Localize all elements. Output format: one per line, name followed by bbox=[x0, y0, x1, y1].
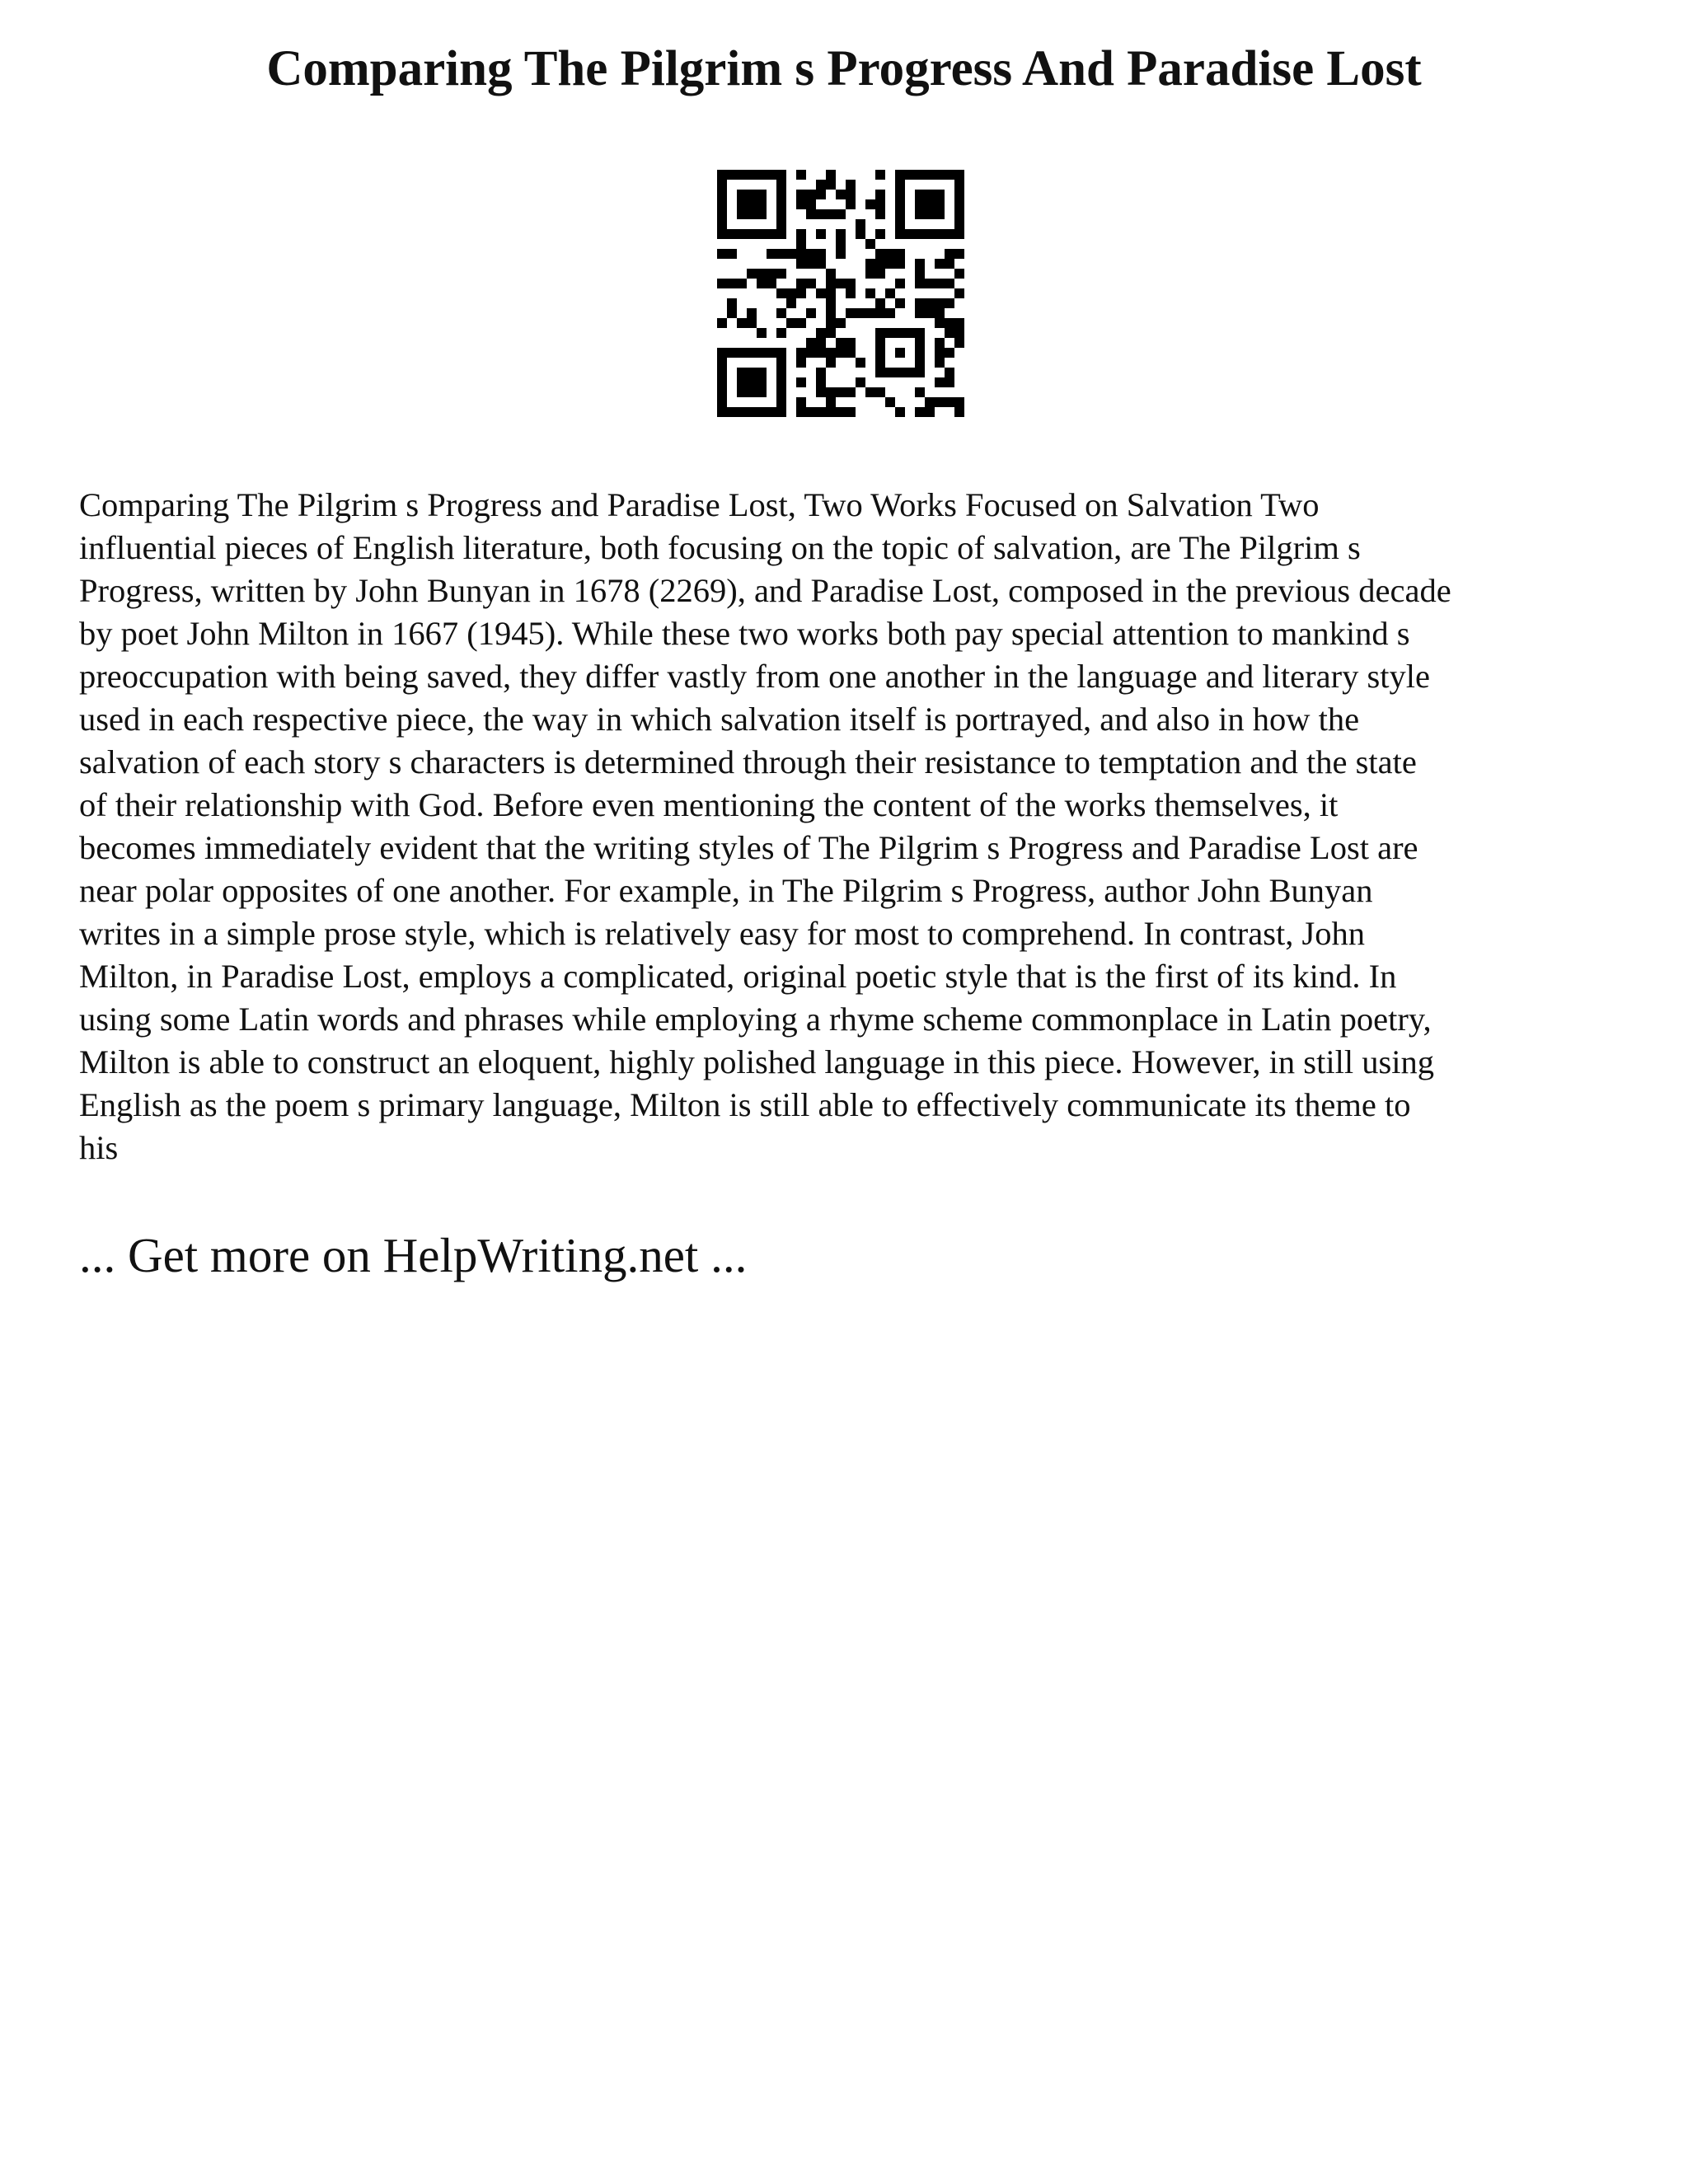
get-more-link[interactable]: ... Get more on HelpWriting.net ... bbox=[79, 1228, 748, 1282]
page-title: Comparing The Pilgrim s Progress And Paradise Lost bbox=[266, 41, 1422, 96]
qr-code-icon[interactable] bbox=[717, 170, 964, 417]
qr-code-graphic bbox=[717, 170, 964, 417]
essay-excerpt: Comparing The Pilgrim s Progress and Paradise Lost, Two Works Focused on Salvation Two influential pieces of English literature, both focusing on the topic of salvation, are The Pilgrim s Progress, written by John Bunyan in 1678 (2269), and Paradise Lost, composed in the previous decade by poet John Milton in 1667 (1945). While these two works both pay special attention to mankind s preoccupation with being saved, they differ vastly from one another in the language and literary style used in each respective piece, the way in which salvation itself is portrayed, and also in how the salvation of each story s characters is determined through their resistance to temptation and the state of their relationship with God. Before even mentioning the content of the works themselves, it becomes immediately evident that the writing styles of The Pilgrim s Progress and Paradise Lost are near polar opposites of one another. For example, in The Pilgrim s Progress, author John Bunyan writes in a simple prose style, which is relatively easy for most to comprehend. In contrast, John Milton, in Paradise Lost, employs a complicated, original poetic style that is the first of its kind. In using some Latin words and phrases while employing a rhyme scheme commonplace in Latin poetry, Milton is able to construct an eloquent, highly polished language in this piece. However, in still using English as the poem s primary language, Milton is still able to effectively communicate its theme to his bbox=[79, 486, 1451, 1166]
